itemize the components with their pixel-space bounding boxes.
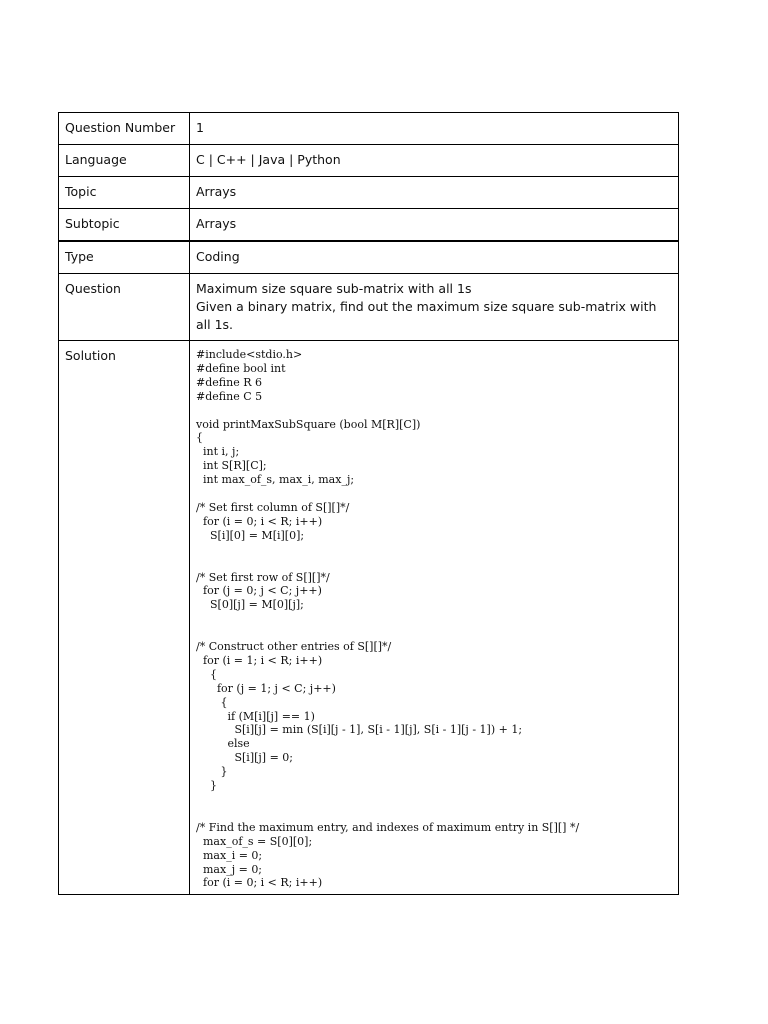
language-label: Language bbox=[59, 145, 190, 177]
row-question-number bbox=[59, 113, 679, 145]
solution-cell bbox=[190, 341, 679, 895]
row-language bbox=[59, 145, 679, 177]
question-cell bbox=[190, 274, 679, 341]
type-label: Type bbox=[59, 241, 190, 274]
topic-label: Topic bbox=[59, 177, 190, 209]
row-subtopic bbox=[59, 209, 679, 242]
subtopic-value: Arrays bbox=[190, 209, 679, 242]
question-number-value: 1 bbox=[190, 113, 679, 145]
question-label: Question bbox=[59, 274, 190, 341]
row-topic bbox=[59, 177, 679, 209]
row-type bbox=[59, 241, 679, 274]
type-value: Coding bbox=[190, 241, 679, 274]
question-details-table bbox=[58, 112, 679, 895]
row-question bbox=[59, 274, 679, 341]
solution-label: Solution bbox=[59, 341, 190, 895]
question-body: Given a binary matrix, find out the maximum size square sub-matrix with all 1s. bbox=[196, 299, 657, 332]
question-title: Maximum size square sub-matrix with all 1s bbox=[196, 281, 472, 296]
row-solution bbox=[59, 341, 679, 895]
solution-code: #include<stdio.h> #define bool int #define R 6 #define C 5 void printMaxSubSquare (bool M[R][C]) { int i, j; int S[R][C]; int max_of_s, max_i, max_j; /* Set first column of S[][]*/ for (i = 0; i < R; i++) S[i][0] = M[i][0]; /* Set first row of S[][]*/ for (j = 0; j < C; j++) S[0][j] = M[0][j]; /* Construct other entries of S[][]*/ for (i = 1; i < R; i++) { for (j = 1; j < C; j++) { if (M[i][j] == 1) S[i][j] = min (S[i][j - 1], S[i - 1][j], S[i - 1][j - 1]) + 1; else S[i][j] = 0; } } /* Find the maximum entry, and indexes of maximum entry in S[][] */ max_of_s = S[0][0]; max_i = 0; max_j = 0; for (i = 0; i < R; i++) bbox=[196, 348, 580, 890]
language-value: C | C++ | Java | Python bbox=[190, 145, 679, 177]
subtopic-label: Subtopic bbox=[59, 209, 190, 242]
question-number-label: Question Number bbox=[59, 113, 190, 145]
topic-value: Arrays bbox=[190, 177, 679, 209]
